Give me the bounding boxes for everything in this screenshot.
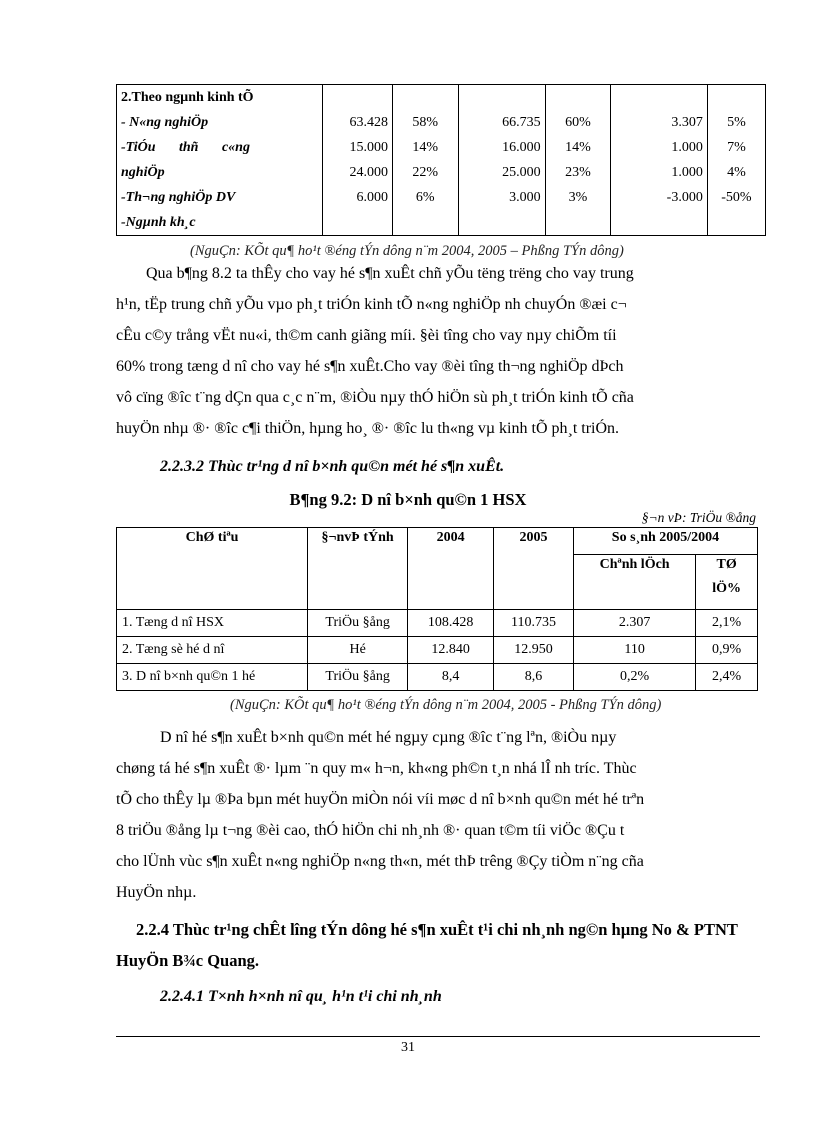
source-note: (NguÇn: KÕt qu¶ ho¹t ®éng tÝn dông n¨m 2004, 2005 - Phßng TÝn dông) — [230, 697, 662, 713]
cell: 108.428 — [408, 610, 494, 637]
cell: 1. Tæng d nî HSX — [117, 610, 308, 637]
cell: -3.000 — [666, 190, 703, 205]
cell: 8,6 — [494, 664, 574, 691]
column-header: ChØ tiªu — [117, 528, 308, 610]
cell: 110.735 — [494, 610, 574, 637]
cell: 8,4 — [408, 664, 494, 691]
text-line: chøng tá hé s¶n xuÊt ®· lµm ¨n quy m« h¬n, kh«ng ph©n t¸n nhá lÎ nh tríc. Thùc — [116, 760, 637, 777]
paragraph — [116, 258, 760, 444]
column-header: 2004 — [408, 528, 494, 610]
row-label: - N«ng nghiÖp — [121, 115, 209, 130]
cell: 60% — [565, 115, 591, 130]
cell: 3. D nî b×nh qu©n 1 hé — [117, 664, 308, 691]
cell: 3% — [568, 190, 588, 205]
cell: 14% — [565, 140, 591, 155]
cell: 15.000 — [349, 140, 388, 155]
cell: 4% — [727, 165, 746, 180]
credit-by-sector-table — [116, 84, 766, 236]
text-line: huyÖn nhµ ®· ®îc c¶i thiÖn, hµng ho¸ ®· ®îc lu th«ng vµ kinh tÕ ph¸t triÓn. — [116, 420, 620, 437]
text-line: vô cïng ®îc t¨ng dÇn qua c¸c n¨m, ®iÒu nµy thÓ hiÖn sù ph¸t triÓn kinh tÕ cña — [116, 389, 634, 406]
cell: 3.307 — [671, 115, 703, 130]
cell: 1.000 — [671, 140, 703, 155]
row-label: -TiÓu thñ c«ng — [121, 140, 250, 155]
cell: 6.000 — [356, 190, 388, 205]
cell: 2. Tæng sè hé d nî — [117, 637, 308, 664]
row-label: -Th¬ng nghiÖp DV — [121, 190, 236, 205]
paragraph — [116, 722, 760, 908]
section-heading: 2.2.3.2 Thùc tr¹ng d nî b×nh qu©n mét hé s¶n xuÊt. — [160, 458, 505, 475]
header-line: lÖ% — [712, 581, 742, 596]
table-row — [117, 85, 766, 236]
cell: Hé — [308, 637, 408, 664]
text-line: cho lÜnh vùc s¶n xuÊt n«ng nghiÖp n«ng th«n, mét thÞ trêng ®Çy tiÒm n¨ng cña — [116, 853, 644, 870]
source-note: (NguÇn: KÕt qu¶ ho¹t ®éng tÝn dông n¨m 2004, 2005 – Phßng TÝn dông) — [190, 243, 624, 259]
header-line: TØ — [716, 557, 737, 572]
section-heading: 2.2.4 Thùc tr¹ng chÊt lîng tÝn dông hé s¶n xuÊt t¹i chi nh¸nh ng©n hµng No & PTNT HuyÖn B¾c Quang. — [116, 920, 738, 970]
cell: 12.840 — [408, 637, 494, 664]
cell: 16.000 — [502, 140, 541, 155]
cell: 22% — [412, 165, 439, 180]
cell: 0,2% — [573, 664, 695, 691]
column-header: Chªnh lÖch — [573, 555, 695, 610]
cell: 23% — [565, 165, 591, 180]
unit-note: §¬n vÞ: TriÖu ®ång — [641, 510, 756, 525]
cell: 7% — [727, 140, 746, 155]
cell: 12.950 — [494, 637, 574, 664]
avg-debt-table — [116, 527, 758, 691]
text-line: HuyÖn nhµ. — [116, 884, 197, 901]
table-row — [117, 664, 758, 691]
cell: 58% — [412, 115, 439, 130]
cell: 3.000 — [509, 190, 541, 205]
cell: 14% — [412, 140, 439, 155]
column-header: 2005 — [494, 528, 574, 610]
table-header-row — [117, 528, 758, 555]
table-row — [117, 610, 758, 637]
column-header: §¬nvÞ tÝnh — [308, 528, 408, 610]
cell: 6% — [415, 190, 435, 205]
text-line: Qua b¶ng 8.2 ta thÊy cho vay hé s¶n xuÊt chñ yÕu tëng trëng cho vay trung — [146, 265, 634, 282]
table-row — [117, 637, 758, 664]
cell: 2.307 — [573, 610, 695, 637]
cell: -50% — [721, 190, 752, 205]
cell: TriÖu §ång — [308, 610, 408, 637]
text-line: h¹n, tËp trung chñ yÕu vµo ph¸t triÓn kinh tÕ n«ng nghiÖp nh chuyÓn ®æi c¬ — [116, 296, 627, 313]
cell: 5% — [727, 115, 746, 130]
column-header — [696, 555, 758, 610]
cell: 63.428 — [349, 115, 388, 130]
column-header: So s¸nh 2005/2004 — [573, 528, 757, 555]
cell: TriÖu §ång — [308, 664, 408, 691]
row-label: -Ngµnh kh¸c — [121, 215, 196, 230]
text-line: tÕ cho thÊy lµ ®Þa bµn mét huyÖn miÒn nói víi møc d nî b×nh qu©n mét hé trªn — [116, 791, 645, 808]
text-line: 60% trong tæng d nî cho vay hé s¶n xuÊt.Cho vay ®èi tîng th¬ng nghiÖp dÞch — [116, 358, 624, 375]
section-header: 2.Theo ngµnh kinh tÕ — [121, 90, 254, 105]
text-line: 8 triÖu ®ång lµ t¬ng ®èi cao, thÓ hiÖn chi nh¸nh ®· quan t©m tíi viÖc ®Çu t — [116, 822, 625, 839]
cell: 25.000 — [502, 165, 541, 180]
cell: 110 — [573, 637, 695, 664]
text-line: cÊu c©y trång vËt nu«i, th©m canh giãng míi. §èi tîng cho vay nµy chiÕm tíi — [116, 327, 617, 344]
cell: 2,1% — [696, 610, 758, 637]
cell: 1.000 — [671, 165, 703, 180]
text-line: D nî hé s¶n xuÊt b×nh qu©n mét hé ngµy cµng ®îc t¨ng lªn, ®iÒu nµy — [160, 729, 617, 746]
cell: 24.000 — [349, 165, 388, 180]
page-number: 31 — [401, 1040, 415, 1055]
table-title: B¶ng 9.2: D nî b×nh qu©n 1 HSX — [289, 490, 527, 509]
cell: 66.735 — [502, 115, 541, 130]
row-label: nghiÖp — [121, 165, 165, 180]
cell: 0,9% — [696, 637, 758, 664]
cell: 2,4% — [696, 664, 758, 691]
section-heading: 2.2.4.1 T×nh h×nh nî qu¸ h¹n t¹i chi nh¸nh — [160, 988, 442, 1005]
footer-divider — [116, 1036, 760, 1037]
